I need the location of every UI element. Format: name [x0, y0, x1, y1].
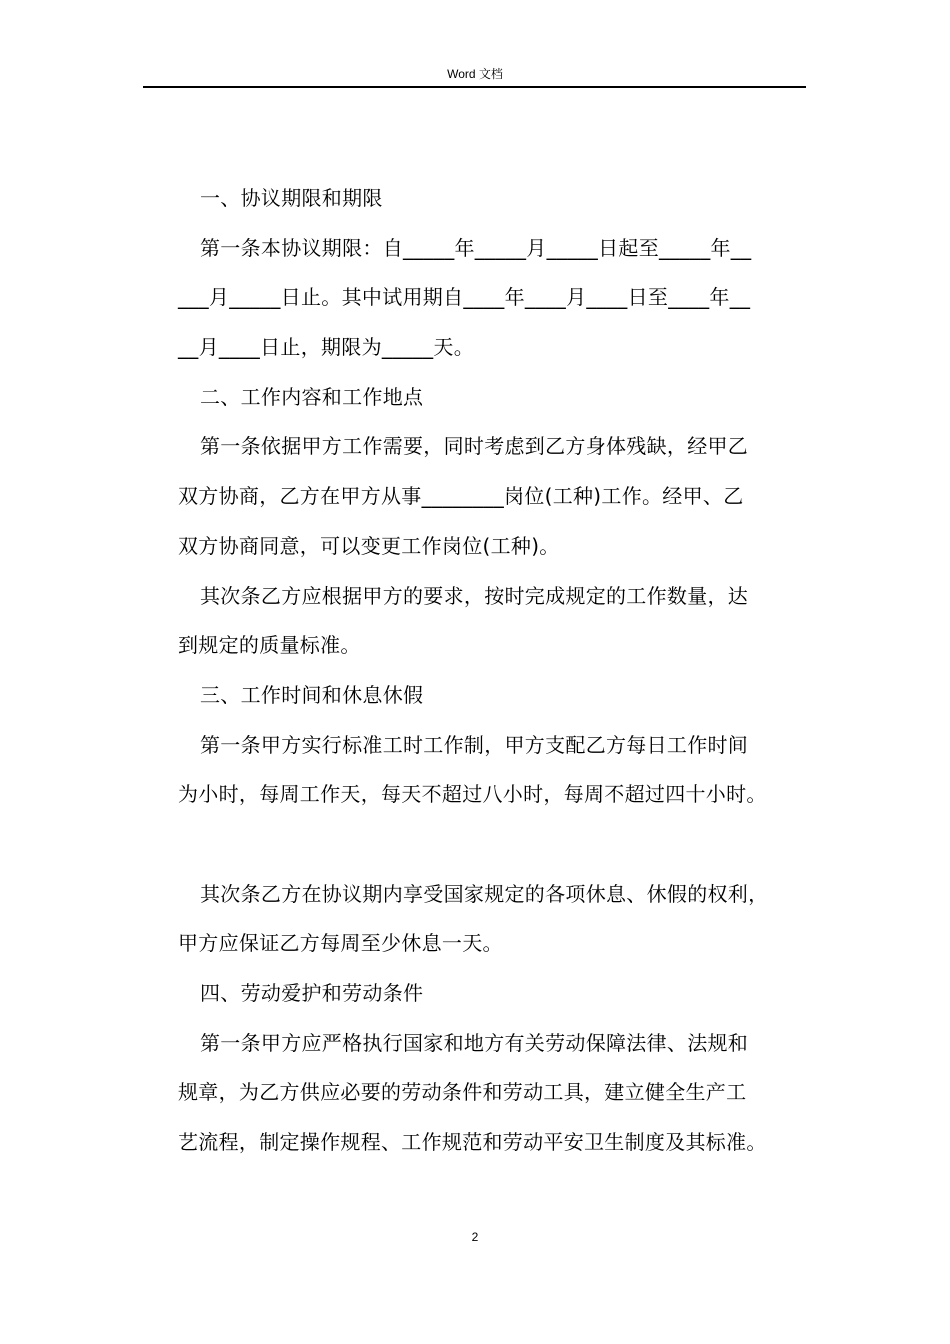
header-divider — [143, 86, 806, 88]
paragraph-line: 第一条依据甲方工作需要，同时考虑到乙方身体残缺，经甲乙 — [200, 434, 749, 459]
page-number: 2 — [471, 1230, 479, 1244]
section-heading: 四、劳动爱护和劳动条件 — [200, 981, 424, 1005]
paragraph-line: 双方协商同意，可以变更工作岗位(工种)。 — [178, 533, 560, 558]
paragraph-line: 到规定的质量标准。 — [178, 633, 361, 658]
section-heading: 二、工作内容和工作地点 — [200, 384, 424, 409]
paragraph-line: 第一条甲方应严格执行国家和地方有关劳动保障法律、法规和 — [200, 1030, 749, 1055]
section-heading: 三、工作时间和休息休假 — [200, 682, 424, 707]
blank-line — [178, 820, 808, 870]
paragraph-line: __月____日止，期限为_____天。 — [178, 335, 474, 360]
paragraph-line: 其次条乙方在协议期内享受国家规定的各项休息、休假的权利， — [200, 881, 769, 906]
section-heading: 一、协议期限和期限 — [200, 186, 383, 210]
paragraph-line: 规章，为乙方供应必要的劳动条件和劳动工具，建立健全生产工 — [178, 1080, 747, 1105]
paragraph-line: ___月_____日止。其中试用期自____年____月____日至____年__ — [178, 285, 751, 310]
paragraph-line: 甲方应保证乙方每周至少休息一天。 — [178, 931, 503, 956]
paragraph-line: 其次条乙方应根据甲方的要求，按时完成规定的工作数量，达 — [200, 583, 749, 608]
paragraph-line: 第一条本协议期限：自_____年_____月_____日起至_____年__ — [200, 235, 752, 260]
page-header-title: Word 文档 — [447, 67, 503, 81]
document-body — [178, 174, 808, 1168]
paragraph-line: 双方协商，乙方在甲方从事________岗位(工种)工作。经甲、乙 — [178, 484, 744, 509]
paragraph-line: 艺流程，制定操作规程、工作规范和劳动平安卫生制度及其标准。 — [178, 1130, 767, 1155]
paragraph-line: 为小时，每周工作天，每天不超过八小时，每周不超过四十小时。 — [178, 782, 767, 807]
paragraph-line: 第一条甲方实行标准工时工作制，甲方支配乙方每日工作时间 — [200, 732, 749, 757]
